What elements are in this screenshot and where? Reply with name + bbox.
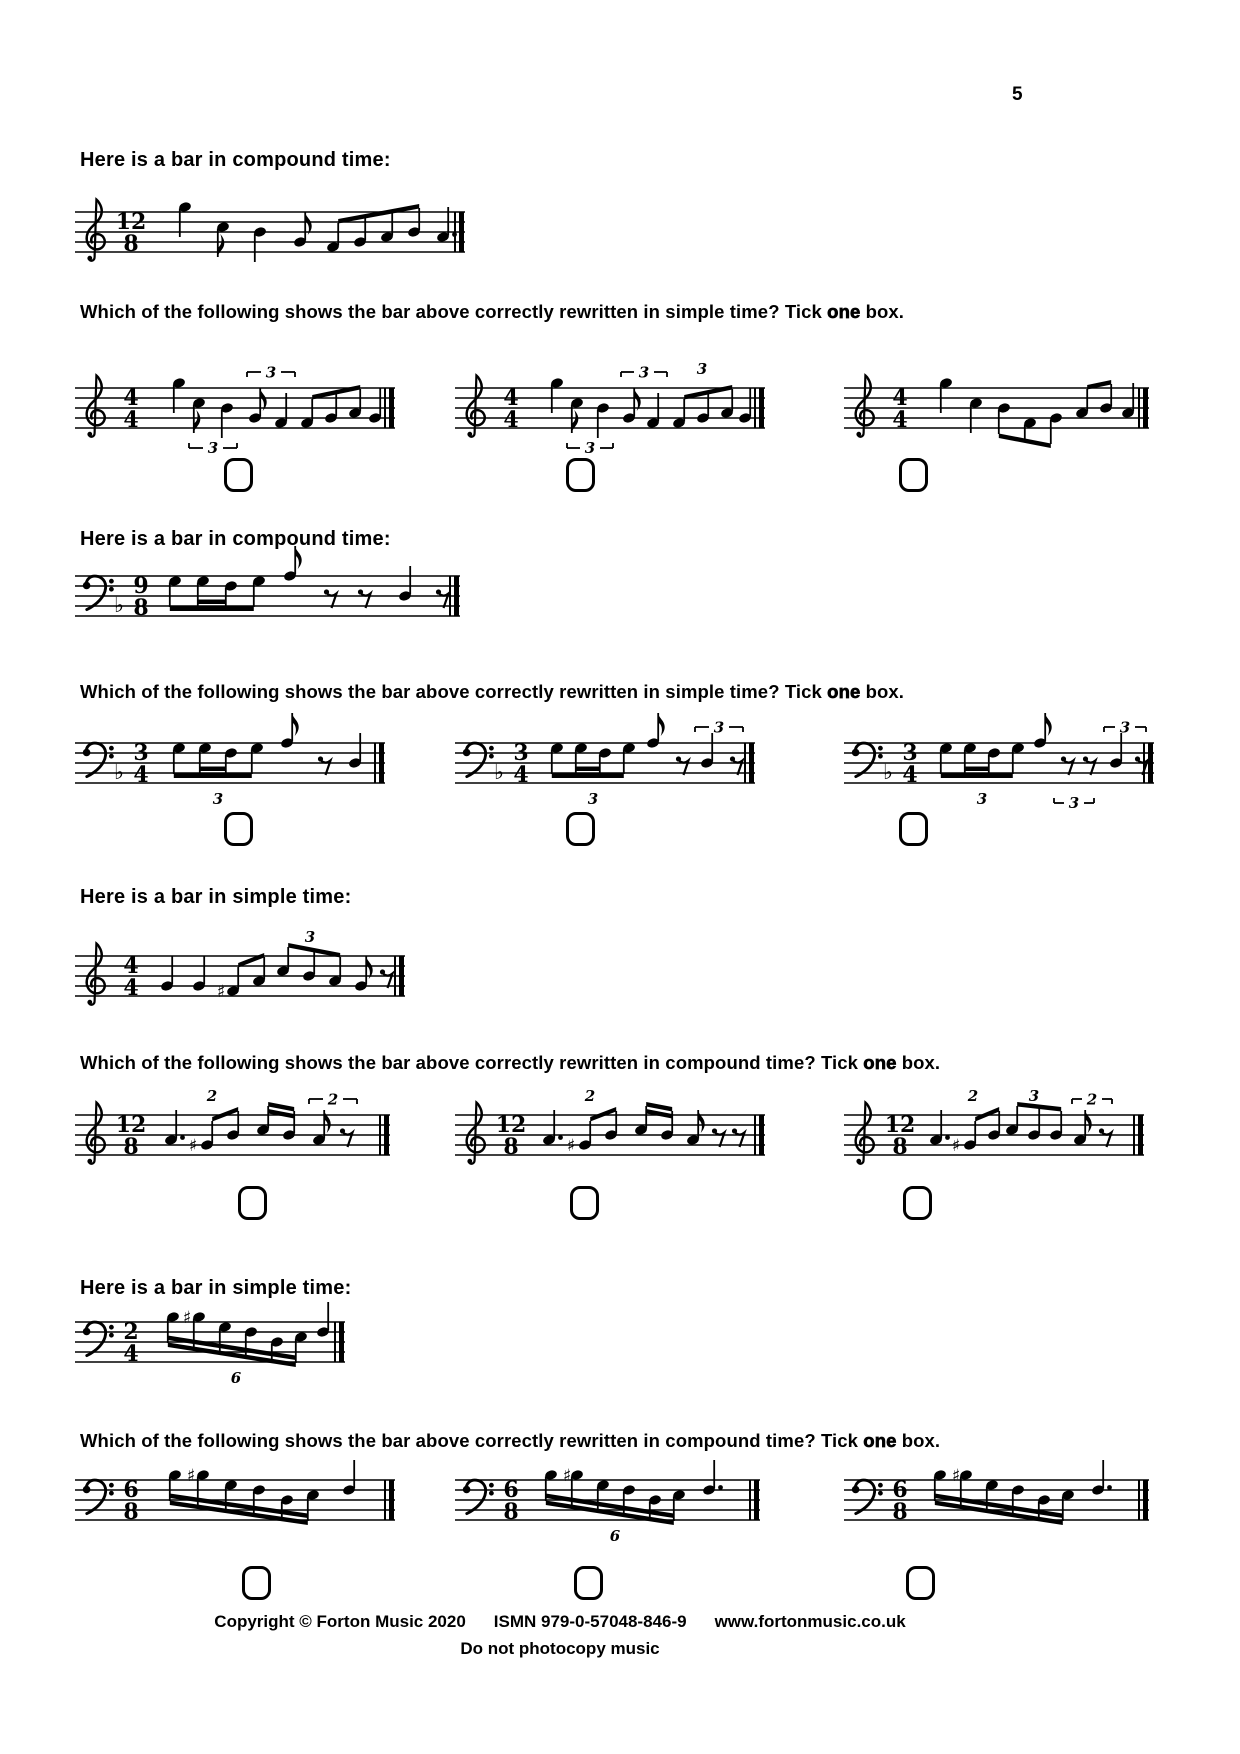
svg-text:6: 6 [123,1477,139,1503]
svg-text:4: 4 [123,385,139,411]
svg-text:6: 6 [892,1477,908,1503]
svg-text:4: 4 [133,762,149,788]
svg-text:4: 4 [123,953,139,979]
option-staff-3a [75,1081,390,1205]
svg-text:♭: ♭ [883,760,893,784]
svg-text:4: 4 [503,385,519,411]
footer-line-1 [0,1612,1120,1632]
svg-text:2: 2 [967,1087,979,1105]
question-bold-word: one [863,1052,897,1073]
footer-line-2 [0,1639,1120,1659]
svg-text:♯: ♯ [186,1466,196,1486]
option-staff-3c [844,1081,1144,1205]
option-staff-4a [75,1446,395,1570]
stimulus-staff-3 [75,922,405,1046]
question-text [80,301,904,323]
option-checkbox-3a[interactable] [238,1186,267,1220]
svg-text:3: 3 [207,439,219,457]
svg-text:4: 4 [123,975,139,1001]
svg-text:2: 2 [206,1087,218,1105]
svg-text:3: 3 [265,363,277,382]
svg-text:12: 12 [884,1112,916,1138]
svg-text:3: 3 [638,363,650,382]
question-text [80,1052,940,1074]
svg-text:12: 12 [495,1112,527,1138]
svg-text:8: 8 [892,1499,908,1525]
option-staff-2b [455,709,755,833]
option-checkbox-2c[interactable] [899,812,928,846]
page-number: 5 [1012,84,1023,105]
svg-text:3: 3 [1028,1087,1040,1105]
question-before: Which of the following shows the bar above correctly rewritten in compound time? Tick [80,1430,864,1451]
svg-text:12: 12 [115,1112,147,1138]
svg-text:4: 4 [513,762,529,788]
question-before: Which of the following shows the bar above correctly rewritten in simple time? Tick [80,301,828,322]
option-checkbox-4b[interactable] [574,1566,603,1600]
svg-text:♯: ♯ [566,1136,576,1156]
svg-text:4: 4 [892,407,908,433]
svg-text:♯: ♯ [562,1466,572,1486]
svg-text:8: 8 [123,1134,139,1160]
question-bold-word: one [827,681,861,702]
question-after: box. [896,1430,941,1451]
svg-text:3: 3 [584,439,596,457]
option-checkbox-3c[interactable] [903,1186,932,1220]
option-staff-4b [455,1446,760,1570]
stimulus-staff-1 [75,178,465,302]
svg-text:12: 12 [115,209,147,235]
option-checkbox-1b[interactable] [566,458,595,492]
svg-text:4: 4 [123,1341,139,1367]
question-after: box. [860,681,905,702]
svg-text:♯: ♯ [182,1308,192,1328]
svg-text:♯: ♯ [216,982,226,1002]
stimulus-staff-2 [75,542,460,666]
option-checkbox-1a[interactable] [224,458,253,492]
svg-text:3: 3 [976,790,988,808]
question-bold-word: one [863,1430,897,1451]
question-before: Which of the following shows the bar above correctly rewritten in compound time? Tick [80,1052,864,1073]
ismn-text: ISMN 979-0-57048-846-9 [493,1612,687,1631]
svg-text:2: 2 [584,1087,596,1105]
svg-text:3: 3 [902,740,918,766]
svg-text:2: 2 [1086,1090,1098,1109]
svg-text:4: 4 [123,407,139,433]
svg-text:3: 3 [696,360,708,378]
svg-text:8: 8 [503,1134,519,1160]
option-checkbox-4a[interactable] [242,1566,271,1600]
svg-text:♭: ♭ [114,760,124,784]
section-heading: Here is a bar in simple time: [80,886,352,908]
section-heading: Here is a bar in compound time: [80,149,391,171]
website-link[interactable]: www.fortonmusic.co.uk [714,1612,906,1631]
svg-text:3: 3 [587,790,599,808]
section-heading: Here is a bar in compound time: [80,528,391,550]
question-text [80,681,904,703]
option-checkbox-2b[interactable] [566,812,595,846]
copyright-text: Copyright © Forton Music 2020 [214,1612,466,1631]
svg-text:♯: ♯ [951,1466,961,1486]
svg-text:8: 8 [892,1134,908,1160]
svg-text:3: 3 [513,740,529,766]
option-staff-4c [844,1446,1149,1570]
svg-text:4: 4 [503,407,519,433]
svg-text:6: 6 [503,1477,519,1503]
svg-text:8: 8 [123,1499,139,1525]
svg-text:2: 2 [123,1319,139,1345]
option-checkbox-1c[interactable] [899,458,928,492]
svg-text:4: 4 [892,385,908,411]
option-checkbox-3b[interactable] [570,1186,599,1220]
option-staff-1c [844,354,1149,478]
option-staff-1b [455,354,765,478]
stimulus-staff-4 [75,1288,345,1412]
svg-text:3: 3 [304,928,316,946]
svg-text:♭: ♭ [494,760,504,784]
svg-text:3: 3 [133,740,149,766]
option-checkbox-4c[interactable] [906,1566,935,1600]
svg-text:♭: ♭ [114,593,124,617]
svg-text:3: 3 [1068,794,1080,812]
svg-text:4: 4 [902,762,918,788]
svg-text:6: 6 [230,1369,242,1387]
option-staff-2c [844,709,1154,833]
svg-text:3: 3 [212,790,224,808]
svg-text:8: 8 [133,595,149,621]
option-staff-3b [455,1081,765,1205]
svg-text:8: 8 [123,231,139,257]
svg-text:3: 3 [713,718,725,737]
svg-text:♯: ♯ [951,1136,961,1156]
svg-text:6: 6 [609,1527,621,1545]
svg-text:8: 8 [503,1499,519,1525]
question-after: box. [860,301,905,322]
svg-text:3: 3 [1119,718,1131,737]
svg-text:9: 9 [133,573,149,599]
svg-text:2: 2 [327,1090,339,1109]
section-heading: Here is a bar in simple time: [80,1277,352,1299]
svg-text:♯: ♯ [188,1136,198,1156]
question-after: box. [896,1052,941,1073]
photocopy-notice: Do not photocopy music [460,1639,660,1658]
question-before: Which of the following shows the bar above correctly rewritten in simple time? Tick [80,681,828,702]
option-checkbox-2a[interactable] [224,812,253,846]
question-bold-word: one [827,301,861,322]
